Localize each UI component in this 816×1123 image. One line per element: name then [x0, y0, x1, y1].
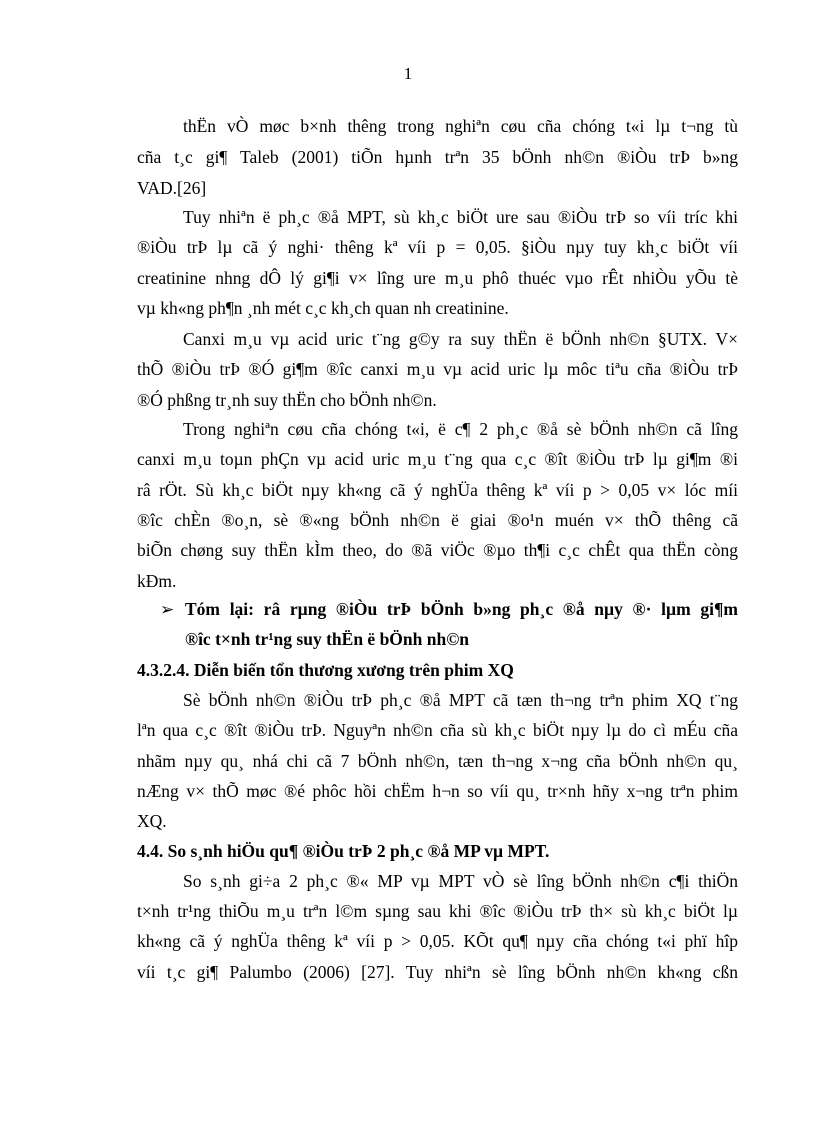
text-line: kÐm. — [137, 571, 177, 591]
text-line: XQ. — [137, 811, 167, 831]
text-line: ®îc chÈn ®o¸n, sè ®«ng bÖnh nh©n ë giai ®o¹n muén v× thÕ thêng cã — [137, 510, 738, 530]
text-line: So s¸nh gi÷a 2 ph¸c ®« MP vµ MPT vÒ sè lîng bÖnh nh©n c¶i thiÖn — [183, 871, 738, 891]
text-line: ®iÒu trÞ lµ cã ý nghi· thêng kª víi p = 0,05. §iÒu nµy tuy kh¸c biÖt víi — [137, 237, 738, 257]
arrow-bullet-icon: ➢ — [160, 600, 175, 619]
text-line: Canxi m¸u vµ acid uric t¨ng g©y ra suy thËn ë bÖnh nh©n §UTX. V× — [183, 329, 738, 349]
text-line: ®îc t×nh tr¹ng suy thËn ë bÖnh nh©n — [185, 629, 470, 649]
text-line: râ rÖt. Sù kh¸c biÖt nµy kh«ng cã ý nghÜa thêng kª víi p > 0,05 v× lóc míi — [137, 480, 738, 500]
page-number: 1 — [403, 64, 413, 83]
text-line: vµ kh«ng ph¶n ¸nh mét c¸c kh¸ch quan nh creatinine. — [137, 298, 509, 318]
text-line: lªn qua c¸c ®ît ®iÒu trÞ. Nguyªn nh©n cña sù kh¸c biÖt nµy lµ do cì mÉu cña — [137, 720, 738, 740]
text-line: nhãm nµy qu¸ nhá chi cã 7 bÖnh nh©n, tæn th¬ng x¬ng cña bÖnh nh©n qu¸ — [137, 751, 738, 771]
text-line: VAD.[26] — [137, 178, 207, 198]
text-line: thÕ ®iÒu trÞ ®Ó gi¶m ®îc canxi m¸u vµ acid uric lµ môc tiªu cña ®iÒu trÞ — [137, 359, 738, 379]
text-line: Tuy nhiªn ë ph¸c ®å MPT, sù kh¸c biÖt ure sau ®iÒu trÞ so víi tríc khi — [183, 207, 738, 227]
text-line: kh«ng cã ý nghÜa thêng kª víi p > 0,05. KÕt qu¶ nµy cña chóng t«i phï hîp — [137, 931, 738, 951]
text-line: creatinine nhng dÔ lý gi¶i v× lîng ure m¸u phô thuéc vµo rÊt nhiÒu yÕu tè — [137, 268, 738, 288]
text-line: Tóm lại: râ rµng ®iÒu trÞ bÖnh b»ng ph¸c ®å nµy ®· lµm gi¶m — [185, 599, 738, 619]
text-line: nÆng v× thÕ møc ®é phôc hồi chËm h¬n so víi qu¸ tr×nh hñy x¬ng trªn phim — [137, 781, 738, 801]
text-line: Trong nghiªn cøu cña chóng t«i, ë c¶ 2 ph¸c ®å sè bÖnh nh©n cã lîng — [183, 419, 738, 439]
text-line: canxi m¸u toµn phÇn vµ acid uric m¸u t¨ng qua c¸c ®ît ®iÒu trÞ lµ gi¶m ®i — [137, 449, 738, 469]
text-line: 4.3.2.4. Diễn biến tổn thương xương trên phim XQ — [137, 660, 514, 680]
text-line: ®Ó phßng tr¸nh suy thËn cho bÖnh nh©n. — [137, 390, 437, 410]
text-line: víi t¸c gi¶ Palumbo (2006) [27]. Tuy nhiªn sè lîng bÖnh nh©n kh«ng cßn — [137, 962, 738, 982]
text-line: biÕn chøng suy thËn kÌm theo, do ®ã viÖc ®µo th¶i c¸c chÊt qua thËn còng — [137, 540, 738, 560]
text-line: 4.4. So s¸nh hiÖu qu¶ ®iÒu trÞ 2 ph¸c ®å MP vµ MPT. — [137, 841, 550, 861]
text-line: Sè bÖnh nh©n ®iÒu trÞ ph¸c ®å MPT cã tæn th¬ng trªn phim XQ t¨ng — [183, 690, 738, 710]
text-line: t×nh tr¹ng thiÕu m¸u trªn l©m sµng sau khi ®îc ®iÒu trÞ th× sù kh¸c biÖt lµ — [137, 901, 738, 921]
text-line: cña t¸c gi¶ Taleb (2001) tiÕn hµnh trªn 35 bÖnh nh©n ®iÒu trÞ b»ng — [137, 147, 738, 167]
text-line: thËn vÒ møc b×nh thêng trong nghiªn cøu cña chóng t«i lµ t¬ng tù — [183, 116, 738, 136]
